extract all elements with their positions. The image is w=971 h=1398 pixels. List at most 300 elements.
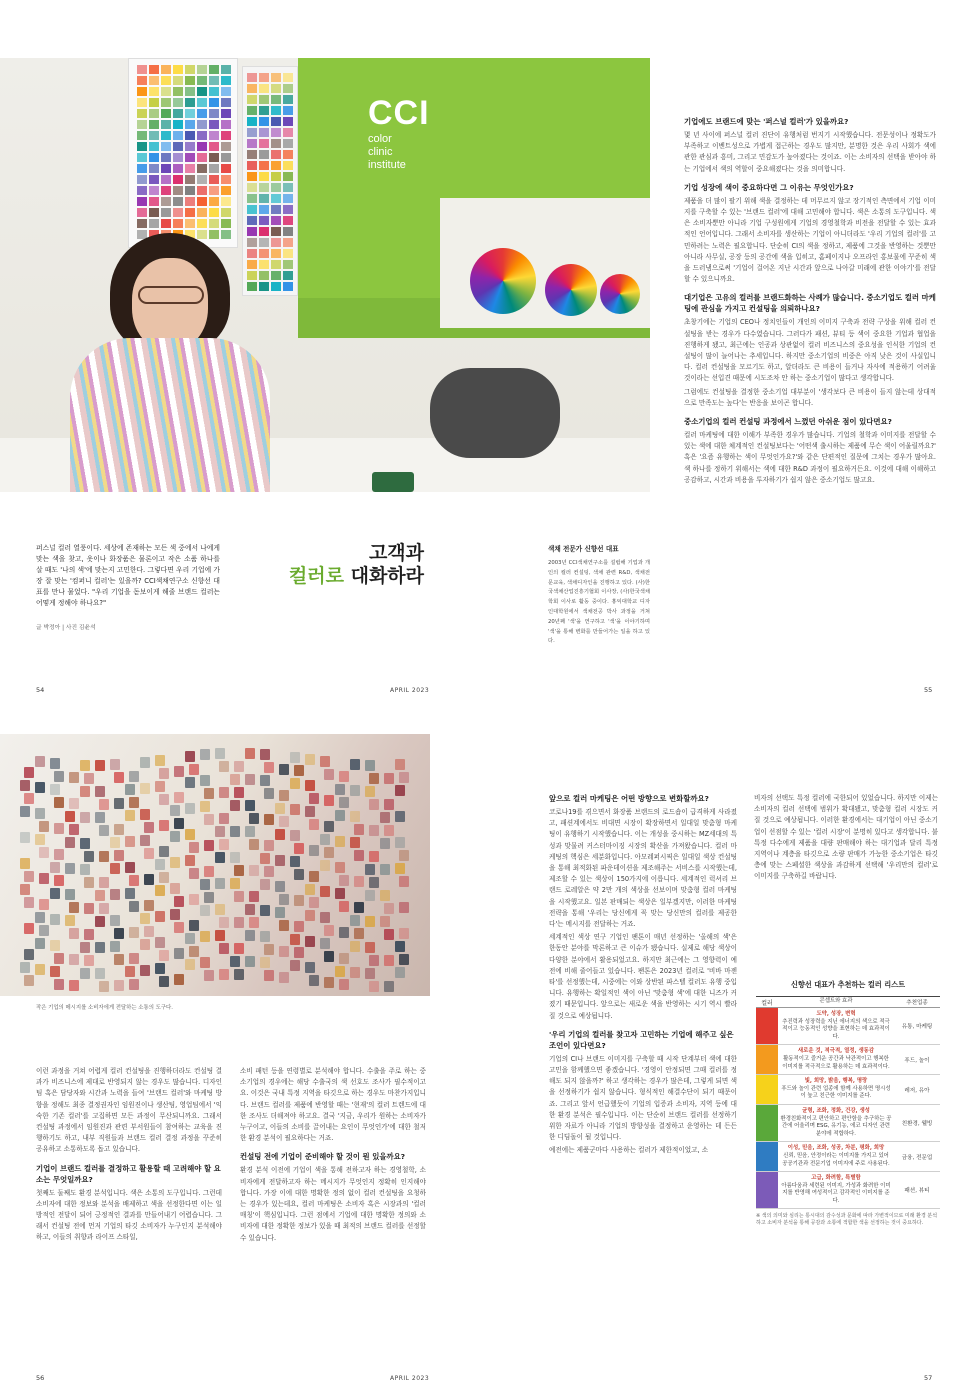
swatch-chip — [137, 219, 147, 228]
mirror-tile — [189, 894, 199, 905]
mirror-tile — [245, 930, 255, 941]
swatch-chip — [247, 282, 257, 291]
swatch-chip — [209, 142, 219, 151]
swatch-chip — [283, 128, 293, 137]
swatch-chip — [197, 175, 207, 184]
mirror-tile — [219, 813, 229, 824]
profile-title: 색채 전문가 신향선 대표 — [548, 545, 619, 553]
mirror-tile — [204, 970, 214, 981]
swatch-chip — [185, 76, 195, 85]
mirror-tile — [80, 968, 90, 979]
answer-paragraph: 그럼에도 컨설팅을 결정한 중소기업 대부분이 '생각보다 큰 비용이 들지 않는데 상대적으로 만족도는 높다'는 반응을 보이곤 합니다. — [684, 387, 936, 407]
mirror-tile — [279, 764, 289, 775]
mirror-tile — [54, 875, 64, 886]
swatch-chip — [137, 131, 147, 140]
swatch-chip — [185, 208, 195, 217]
mirror-tile — [39, 873, 49, 884]
mirror-tile — [185, 751, 195, 762]
mirror-tile — [174, 766, 184, 777]
mirror-tile — [395, 759, 405, 770]
mirror-tile — [354, 824, 364, 835]
swatch-chip — [209, 186, 219, 195]
mirror-tile — [204, 866, 214, 877]
mirror-tile — [399, 902, 409, 913]
mirror-tile — [185, 777, 195, 788]
mirror-tile — [384, 903, 394, 914]
mirror-tile — [294, 869, 304, 880]
swatch-chip — [283, 95, 293, 104]
swatch-chip — [137, 109, 147, 118]
mirror-tile — [144, 900, 154, 911]
mirror-tile — [69, 928, 79, 939]
swatch-chip — [209, 230, 219, 239]
mirror-tile — [50, 966, 60, 977]
mirror-tile — [399, 928, 409, 939]
headline-rest: 대화하라 — [343, 565, 424, 587]
swatch-chip — [173, 98, 183, 107]
concept-keywords: 새로운 것, 적극적, 열정, 생동감 — [797, 1048, 875, 1055]
swatch-chip — [259, 194, 269, 203]
mirror-tile — [320, 860, 330, 871]
swatch-chip — [247, 73, 257, 82]
swatch-chip — [247, 139, 257, 148]
industry-cell: 푸드, 놀이 — [904, 1057, 930, 1064]
swatch-chip — [271, 260, 281, 269]
swatch-chip — [185, 153, 195, 162]
swatch-chip — [173, 109, 183, 118]
swatch-chip — [283, 249, 293, 258]
mirror-tile — [200, 801, 210, 812]
mirror-tile — [309, 845, 319, 856]
mirror-tile — [155, 781, 165, 792]
swatch-chip — [247, 84, 257, 93]
mirror-tile — [369, 981, 379, 992]
mirror-tile — [380, 812, 390, 823]
mirror-tile — [290, 804, 300, 815]
swatch-chip — [259, 172, 269, 181]
mirror-tile — [144, 874, 154, 885]
mirror-tile — [114, 980, 124, 991]
mirror-tile — [140, 939, 150, 950]
mirror-tile — [84, 955, 94, 966]
swatch-chip — [259, 271, 269, 280]
mirror-tile — [279, 946, 289, 957]
mirror-tile — [215, 904, 225, 915]
installation-photo — [0, 734, 430, 996]
byline: 글 박정아 | 사진 김윤석 — [36, 625, 96, 631]
concept-cell — [778, 1105, 894, 1141]
swatch-chip — [283, 150, 293, 159]
mirror-tile — [159, 768, 169, 779]
mirror-tile — [140, 757, 150, 768]
swatch-chip — [149, 153, 159, 162]
swatch-chip — [197, 76, 207, 85]
mirror-tile — [339, 771, 349, 782]
mirror-tile — [204, 814, 214, 825]
concept-cell — [778, 1075, 894, 1104]
mirror-tile — [129, 797, 139, 808]
swatch-chip — [209, 219, 219, 228]
mirror-tile — [69, 902, 79, 913]
swatch-chip — [271, 161, 281, 170]
cci-logo-text: CCI — [368, 94, 430, 132]
mirror-tile — [245, 800, 255, 811]
swatch-chip — [161, 153, 171, 162]
mirror-tile — [290, 960, 300, 971]
swatch-chip — [185, 131, 195, 140]
swatch-chip — [173, 197, 183, 206]
mirror-tile — [234, 787, 244, 798]
mirror-tile — [245, 826, 255, 837]
mirror-tile — [110, 889, 120, 900]
swatch-chip — [161, 87, 171, 96]
mirror-tile — [290, 778, 300, 789]
answer-paragraph: 첫째도 둘째도 환경 분석입니다. 색은 소통의 도구입니다. 그런데 소비자에 대한 정보와 분석을 배제하고 색을 선정한다면 이는 일방적인 전달이 되어 긍정적인 결과를 만들어내기 어렵습니다. 그래서 컨설팅 전에 먼저 기업의 타깃 소비자가 누구인지 분석해야 하고, 이들의 취향과 라이프 스타일, — [36, 1188, 222, 1242]
mirror-tile — [39, 899, 49, 910]
swatch-chip — [247, 238, 257, 247]
mirror-tile — [305, 936, 315, 947]
issue-label: APRIL 2023 — [390, 687, 430, 694]
mirror-tile — [140, 913, 150, 924]
mirror-tile — [290, 830, 300, 841]
mirror-tile — [185, 959, 195, 970]
mirror-tile — [234, 917, 244, 928]
mirror-tile — [54, 953, 64, 964]
mirror-tile — [350, 759, 360, 770]
question-heading: 기업이 브랜드 컬러를 결정하고 활용할 때 고려해야 할 요소는 무엇일까요? — [36, 1163, 221, 1184]
mirror-tile — [189, 920, 199, 931]
mirror-tile — [200, 879, 210, 890]
swatch-chip — [137, 98, 147, 107]
swatch-chip — [221, 164, 231, 173]
swatch-chip — [161, 175, 171, 184]
color-swatch — [756, 1008, 778, 1044]
swatch-chip — [185, 142, 195, 151]
mirror-tile — [245, 904, 255, 915]
mirror-tile — [69, 798, 79, 809]
swatch-chip — [197, 219, 207, 228]
mirror-tile — [234, 891, 244, 902]
swatch-chip — [259, 106, 269, 115]
swatch-chip — [247, 161, 257, 170]
mirror-tile — [69, 954, 79, 965]
swatch-chip — [173, 120, 183, 129]
mirror-tile — [279, 816, 289, 827]
mirror-tile — [335, 784, 345, 795]
swatch-chip — [197, 186, 207, 195]
mirror-tile — [260, 905, 270, 916]
mirror-tile — [39, 821, 49, 832]
answer-paragraph: 컬러 마케팅에 대한 이해가 부족한 경우가 많습니다. 기업의 철학과 이미지를 전달할 수 있는 색에 대한 체계적인 컨설팅보다는 '어떤색 출시하는 제품에 무슨 색이 어울릴까요?' 혹은 '요즘 유행하는 색이 무엇인가요?'와 같은 단편적인 질문에 그치는 경우가 많아요. 색 하나를 정하기 위해서는 색에 대한 R&D 과정이 필요하거든요. 이것에 대해 이해하고 공감하고, 시간과 비용을 투자하기가 쉽지 않은 중소기업도 많고요. — [684, 431, 936, 484]
mirror-tile — [20, 962, 30, 973]
green-box — [372, 472, 414, 492]
swatch-chip — [221, 76, 231, 85]
profile-text: 2003년 CCI색채연구소를 설립해 기업과 개인의 컬러 컨설팅, 색채 관련 R&D, 색채전문교육, 색채디자인을 진행하고 있다. (사)한국색채산업진흥기협회 이사장, (사)한국색채학회 이사로 활동 중이다. 홍익대학교 디자인대학원에서 색채전공 박사 과정을 거쳐 20년째 '색'을 연구하고 '색'을 이야기하며 '색'을 통해 변화를 만들어가는 일을 하고 있다. — [548, 560, 650, 645]
mirror-tile — [114, 954, 124, 965]
swatch-chip — [197, 197, 207, 206]
swatch-chip — [149, 109, 159, 118]
mirror-tile — [20, 858, 30, 869]
page57-column-1 — [549, 793, 737, 1159]
mirror-tile — [159, 820, 169, 831]
mirror-tile — [294, 843, 304, 854]
concept-cell — [778, 1172, 894, 1208]
swatch-chip — [173, 76, 183, 85]
mirror-tile — [399, 876, 409, 887]
mirror-tile — [125, 784, 135, 795]
swatch-chip — [209, 153, 219, 162]
mirror-tile — [35, 938, 45, 949]
mirror-tile — [384, 929, 394, 940]
mirror-tile — [35, 782, 45, 793]
mirror-tile — [125, 836, 135, 847]
swatch-chip — [247, 260, 257, 269]
mirror-tile — [170, 831, 180, 842]
swatch-chip — [283, 183, 293, 192]
swatch-chip — [283, 260, 293, 269]
color-swatch — [756, 1172, 778, 1208]
swatch-chip — [149, 120, 159, 129]
swatch-chip — [209, 98, 219, 107]
mirror-tile — [200, 931, 210, 942]
mirror-tile — [350, 785, 360, 796]
swatch-chip — [283, 216, 293, 225]
swatch-chip — [209, 131, 219, 140]
question-heading: '우리 기업의 컬러를 찾고자 고민하는 기업에 해주고 싶은 조언이 있다면요? — [549, 1029, 734, 1050]
mirror-tile — [35, 808, 45, 819]
industry-cell: 친환경, 웰빙 — [901, 1121, 933, 1128]
mirror-tile — [384, 799, 394, 810]
mirror-tile — [219, 787, 229, 798]
mirror-tile — [125, 888, 135, 899]
swatch-chip — [161, 208, 171, 217]
table-title: 신향선 대표가 추천하는 컬러 리스트 — [790, 980, 906, 989]
mirror-tile — [230, 800, 240, 811]
swatch-chip — [259, 216, 269, 225]
mirror-tile — [95, 916, 105, 927]
mirror-tile — [174, 896, 184, 907]
mirror-tile — [320, 938, 330, 949]
swatch-chip — [137, 87, 147, 96]
mirror-tile — [185, 855, 195, 866]
mirror-tile — [249, 917, 259, 928]
person-jacket — [70, 338, 270, 492]
mirror-tile — [24, 767, 34, 778]
mirror-tile — [219, 969, 229, 980]
mirror-tile — [185, 829, 195, 840]
mirror-tile — [174, 948, 184, 959]
color-recommendation-table — [756, 980, 940, 1227]
color-wheel — [600, 274, 640, 314]
mirror-tile — [35, 756, 45, 767]
industry-cell: 금융, 전문업 — [901, 1154, 933, 1161]
mirror-tile — [320, 912, 330, 923]
mirror-tile — [65, 889, 75, 900]
mirror-tile — [114, 824, 124, 835]
swatch-chip — [259, 260, 269, 269]
swatch-chip — [221, 186, 231, 195]
mirror-tile — [320, 834, 330, 845]
swatch-chip — [149, 219, 159, 228]
mirror-tile — [80, 786, 90, 797]
mirror-tile — [384, 981, 394, 992]
swatch-chip — [221, 153, 231, 162]
mirror-tile — [275, 829, 285, 840]
answer-paragraph: 세계적인 색상 연구 기업인 팬톤이 매년 선정하는 '올해의 색'은 한동안 분야를 막론하고 큰 이슈가 됐습니다. 실제로 해당 색상이 다양한 분야에서 활용되었고요. 하지만 최근에는 그 영향력이 예전에 비해 줄어들고 있습니다. 팬톤은 2023년 컬러로 '비바 마젠타'를 선정했는데, 시중에는 이와 상반된 파스텔 컬러도 유행 중입니다. 유행하는 확일적인 색이 아닌 '맞춤형 색'에 대한 니즈가 커졌기 때문입니다. 앞으로는 새로운 색을 반영하는 시기 역시 빨라질 것으로 예상됩니다. — [549, 933, 737, 1020]
swatch-chip — [271, 84, 281, 93]
swatch-chip — [283, 282, 293, 291]
color-swatch — [756, 1075, 778, 1104]
swatch-chip — [259, 205, 269, 214]
mirror-tile — [234, 865, 244, 876]
swatch-chip — [209, 65, 219, 74]
table-row — [756, 1105, 940, 1142]
concept-description: 환경친화적이고 편안하고 편안함을 추구하는 공간에 어울리며 ESG, 유기농, 에코 디자인 관련 분야에 적합하다. — [780, 1115, 892, 1137]
swatch-chip — [221, 230, 231, 239]
concept-description: 아름다움과 세련된 이미지, 가성과 화려한 이미지를 반영해 여성적이고 감각적인 이미지를 준다. — [781, 1182, 891, 1204]
color-wheel — [545, 264, 597, 316]
mirror-tile — [339, 979, 349, 990]
mirror-tile — [324, 769, 334, 780]
color-swatch — [756, 1105, 778, 1141]
swatch-chip — [185, 175, 195, 184]
mirror-tile — [354, 876, 364, 887]
mirror-tile — [264, 840, 274, 851]
swatch-chip — [221, 120, 231, 129]
header-color: 컬러 — [761, 999, 773, 1007]
mirror-tile — [249, 839, 259, 850]
mirror-tile — [369, 877, 379, 888]
answer-paragraph: 환경 분석 이전에 기업이 색을 통해 전하고자 하는 경영철학, 소비자에게 전달하고자 하는 메시지가 무엇인지 정확히 인지해야 합니다. 가장 이에 대한 명확한 정의 없이 컬러 컨설팅을 요청하는 경우가 있는데요, 컬러 마케팅은 소비자 혹은 시장과의 '컬러 매칭'이 핵심입니다. 그런 점에서 기업에 대한 명확한 정의와 소비자에 대한 정확한 정보가 있을 때 최적의 브랜드 컬러를 선정할 수 있습니다. — [240, 1166, 426, 1242]
mirror-tile — [159, 846, 169, 857]
mirror-tile — [219, 917, 229, 928]
swatch-chip — [149, 98, 159, 107]
page56-column-1 — [36, 1066, 222, 1246]
swatch-chip — [185, 197, 195, 206]
answer-paragraph: 기업의 CI나 브랜드 이미지를 구축할 때 시작 단계부터 색에 대한 고민을 함께했으면 좋겠습니다. '경영이 안정되면 그때 컬러를 정해도 되지 않을까?' 하고 생각하는 경우가 많은데, 그렇게 되면 색을 선정하기가 쉽지 않습니다. 형식적인 해결수단이 되기 때문이죠. 그리고 앞서 언급했듯이 기업의 입증과 소비자, 지역 등에 대한 환경 분석은 필수입니다. 이는 단순히 브랜드 컬러를 선정하기 위한 자료가 아니라 기업의 방향성을 결정하고 운영하는 데 든든한 디딤돌이 될 것입니다. — [549, 1054, 737, 1142]
mirror-tile — [234, 943, 244, 954]
swatch-chip — [185, 164, 195, 173]
lead-paragraph — [36, 543, 220, 631]
mirror-tile — [80, 760, 90, 771]
lead-text: 퍼스널 컬러 열풍이다. 세상에 존재하는 모든 색 중에서 나에게 맞는 색을 찾고, 옷이나 화장품은 물론이고 작은 소품 하나를 살 때도 '나의 색'에 맞는지 고민한다. 그렇다면 우리 기업에 가장 잘 맞는 '컴퍼니 컬러'는 있을까? CCI색채연구소 신향선 대표를 만나 물었다. "우리 기업을 돋보이게 해줄 브랜드 컬러는 어떻게 정해야 하나요?" — [36, 544, 220, 607]
mirror-tile — [309, 975, 319, 986]
mirror-tile — [54, 979, 64, 990]
swatch-chip — [209, 120, 219, 129]
answer-paragraph: 소비 패턴 등을 연령별로 분석해야 합니다. 수출을 주로 하는 중소기업의 경우에는 해당 수출국의 색 선호도 조사가 필수적이고요. 이것은 국내 특정 지역을 타깃으로 하는 경우도 마찬가지입니다. 브랜드 컬러를 제품에 반영할 때는 '현재'의 컬러 트렌드에 대한 조사도 더해져야 하고요. 결국 '지금, 우리가 원하는 소비자가 누구이고, 이들의 소비를 끌어내는 요인이 무엇인가'에 대한 철저한 환경 분석이 필요하다는 거죠. — [240, 1067, 426, 1143]
mirror-tile — [380, 916, 390, 927]
mirror-tile — [230, 826, 240, 837]
mirror-tile — [234, 761, 244, 772]
swatch-chip — [161, 219, 171, 228]
mirror-tile — [305, 884, 315, 895]
mirror-tile — [335, 810, 345, 821]
mirror-tile — [95, 786, 105, 797]
mirror-tile — [129, 771, 139, 782]
question-heading: 대기업은 고유의 컬러를 브랜드화하는 사례가 많습니다. 중소기업도 컬러 마케팅에 관심을 가지고 컨설팅을 의뢰하나요? — [684, 293, 936, 314]
mirror-tile — [140, 809, 150, 820]
swatch-chip — [283, 194, 293, 203]
mirror-tile — [380, 890, 390, 901]
concept-keywords: 빛, 희망, 밝음, 행복, 명랑 — [804, 1078, 868, 1085]
concept-description: 추진력과 성장력을 지닌 에너지의 색으로 적극적이고 능동적인 성향을 표현하는 데 효과적이다. — [782, 1018, 890, 1040]
swatch-chip — [221, 87, 231, 96]
page-number-54: 54 — [36, 686, 45, 694]
swatch-chip — [221, 131, 231, 140]
mirror-tile — [305, 910, 315, 921]
swatch-chip — [283, 117, 293, 126]
answer-paragraph: 이런 과정을 거쳐 어렵게 컬러 컨설팅을 진행하더라도 컨설팅 결과가 비즈니스에 제대로 반영되지 않는 경우도 많습니다. 디자인팀 혹은 담당자와 시간과 노력을 들여 '브랜드 컬러'와 마케팅 방향을 정해도 최종 결정권자인 임원진이나 생산팀, 영업팀에서 '익숙한 기존 컬러'를 고집하면 모든 과정이 무산되니까요. 그래서 컨설팅 과정에서 임원진과 관련 부서원들이 참여하는 교육을 진행하기도 하고, 내부 직원들과 브랜드 컬러 결정 과정을 꾸준히 공유하고 소통하도록 돕고 있습니다. — [36, 1067, 222, 1154]
mirror-tile — [279, 972, 289, 983]
mirror-tile — [84, 929, 94, 940]
swatch-chip — [259, 282, 269, 291]
swatch-chip — [209, 197, 219, 206]
mirror-tile — [99, 799, 109, 810]
mirror-tile — [170, 883, 180, 894]
swatch-chip — [283, 106, 293, 115]
concept-keywords: 도약, 성장, 변혁 — [816, 1011, 856, 1017]
mirror-tile — [200, 957, 210, 968]
swatch-chip — [221, 175, 231, 184]
mirror-tile — [264, 944, 274, 955]
glasses — [138, 286, 204, 304]
mirror-tile — [54, 797, 64, 808]
mirror-tile — [350, 837, 360, 848]
swatch-chip — [283, 84, 293, 93]
mirror-tile — [24, 923, 34, 934]
swatch-chip — [221, 142, 231, 151]
page56-column-2 — [240, 1066, 426, 1246]
mirror-tile — [245, 774, 255, 785]
answer-paragraph: 몇 년 사이에 퍼스널 컬러 진단이 유행처럼 번지기 시작했습니다. 전문성이나 정확도가 부족하고 이벤트성으로 가볍게 접근하는 경우도 많지만, 분명한 것은 우리 사회가 색에 관한 관심과 흥미, 그리고 민감도가 높아졌다는 것이죠. 이는 소비자의 선택을 받아야 하는 기업에서 색의 역할이 중요해졌다는 것을 의미합니다. — [684, 131, 936, 173]
mirror-tile — [95, 890, 105, 901]
swatch-chip — [161, 131, 171, 140]
swatch-chip — [185, 219, 195, 228]
mirror-tile — [264, 788, 274, 799]
mirror-tile — [399, 772, 409, 783]
mirror-tile — [290, 934, 300, 945]
mirror-tile — [20, 884, 30, 895]
question-heading: 기업에도 브랜드에 맞는 '퍼스널 컬러'가 있을까요? — [684, 117, 849, 126]
swatch-chip — [259, 95, 269, 104]
mirror-tile — [114, 850, 124, 861]
mirror-tile — [335, 966, 345, 977]
mirror-tile — [159, 872, 169, 883]
mirror-tile — [324, 795, 334, 806]
mirror-tile — [384, 825, 394, 836]
swatch-chip — [173, 164, 183, 173]
mirror-tile — [365, 916, 375, 927]
swatch-chip — [271, 216, 281, 225]
mirror-tile — [279, 894, 289, 905]
mirror-tile — [95, 942, 105, 953]
mirror-tile — [275, 855, 285, 866]
mirror-tile — [174, 922, 184, 933]
mirror-tile — [260, 957, 270, 968]
swatch-chip — [271, 150, 281, 159]
swatch-chip — [197, 208, 207, 217]
swatch-chip — [271, 172, 281, 181]
mirror-tile — [99, 825, 109, 836]
swatch-chip — [271, 194, 281, 203]
swatch-chip — [259, 128, 269, 137]
swatch-chip — [161, 186, 171, 195]
mirror-tile — [80, 838, 90, 849]
mirror-tile — [99, 851, 109, 862]
swatch-chip — [173, 131, 183, 140]
mirror-tile — [350, 941, 360, 952]
mirror-tile — [125, 862, 135, 873]
